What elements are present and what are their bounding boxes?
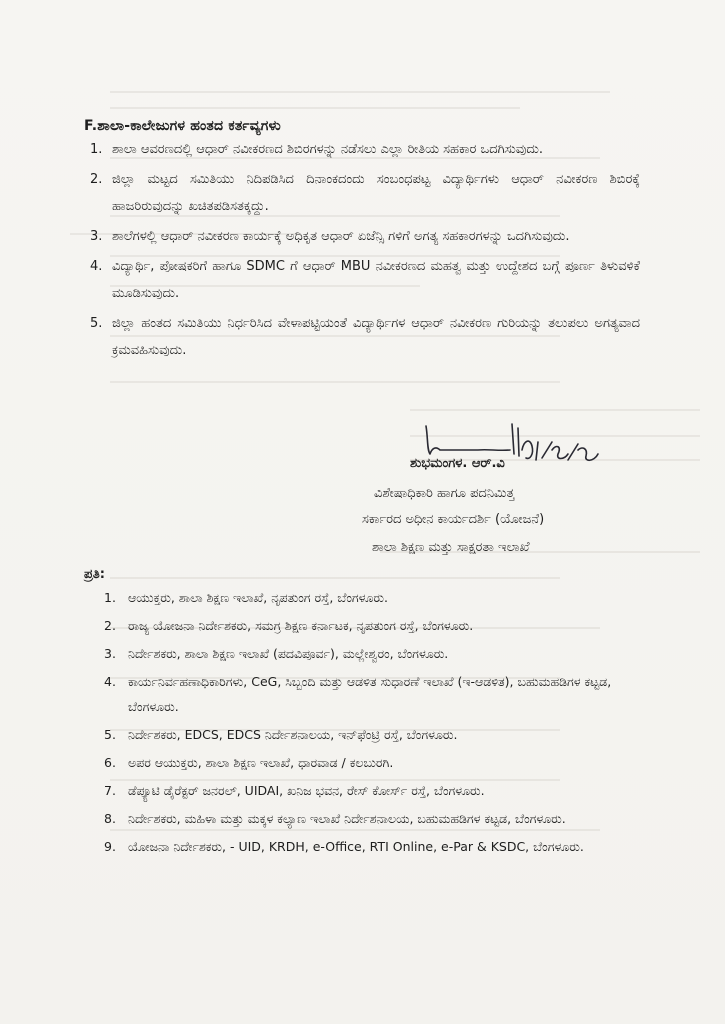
item-number: 5. <box>90 316 103 331</box>
list-item <box>90 136 640 163</box>
copy-to-title: ಪ್ರತಿ: <box>84 567 105 582</box>
list-item <box>104 834 638 859</box>
item-number: 5. <box>104 727 116 742</box>
item-number: 1. <box>90 142 103 157</box>
item-number: 2. <box>104 618 116 633</box>
item-text: ಕಾರ್ಯನಿರ್ವಹಣಾಧಿಕಾರಿಗಳು, CeG, ಸಿಬ್ಬಂದಿ ಮತ್ತು ಆಡಳಿತ ಸುಧಾರಣೆ ಇಲಾಖೆ (ಇ-ಆಡಳಿತ), ಬಹುಮಹಡಿಗಳ ಕಟ್ಟಡ, ಬೆಂಗಳೂರು. <box>128 674 612 714</box>
item-text: ನಿರ್ದೇಶಕರು, ಶಾಲಾ ಶಿಕ್ಷಣ ಇಲಾಖೆ (ಪದವಿಪೂರ್ವ), ಮಲ್ಲೇಶ್ವರಂ, ಬೆಂಗಳೂರು. <box>128 646 449 661</box>
list-item <box>104 778 638 803</box>
list-item <box>90 223 640 250</box>
item-text: ಜಿಲ್ಲಾ ಮಟ್ಟದ ಸಮಿತಿಯು ನಿದಿಪಡಿಸಿದ ದಿನಾಂಕದಂದು ಸಂಬಂಧಪಟ್ಟ ವಿದ್ಯಾರ್ಥಿಗಳು ಆಧಾರ್ ನವೀಕರಣ ಶಿಬಿರಕ್ಕೆ ಹಾಜರಿರುವುದನ್ನು ಖಚಿತಪಡಿಸತಕ್ಕದ್ದು. <box>112 172 640 214</box>
list-item <box>104 806 638 831</box>
signatory-designation-2: ಸರ್ಕಾರದ ಅಧೀನ ಕಾರ್ಯದರ್ಶಿ (ಯೋಜನೆ) <box>362 512 545 527</box>
list-item <box>90 253 640 307</box>
signatory-designation: ವಿಶೇಷಾಧಿಕಾರಿ ಹಾಗೂ ಪದನಿಮಿತ್ತ <box>374 486 515 501</box>
item-text: ಡೆಪ್ಯೂಟಿ ಡೈರೆಕ್ಟರ್ ಜನರಲ್, UIDAI, ಖನಿಜ ಭವನ, ರೇಸ್ ಕೋರ್ಸ್ ರಸ್ತೆ, ಬೆಂಗಳೂರು. <box>128 783 485 798</box>
signatory-name: ಶುಭಮಂಗಳ. ಆರ್.ವಿ <box>410 456 505 471</box>
item-number: 4. <box>90 259 103 274</box>
item-number: 1. <box>104 590 116 605</box>
item-number: 4. <box>104 674 116 689</box>
section-title: F.ಶಾಲಾ-ಕಾಲೇಜುಗಳ ಹಂತದ ಕರ್ತವ್ಯಗಳು <box>84 118 281 134</box>
item-number: 3. <box>90 229 103 244</box>
list-item <box>104 750 638 775</box>
item-text: ಶಾಲೆಗಳಲ್ಲಿ ಆಧಾರ್ ನವೀಕರಣ ಕಾರ್ಯಕ್ಕೆ ಅಧಿಕೃತ ಆಧಾರ್ ಏಜೆನ್ಸಿ ಗಳಿಗೆ ಅಗತ್ಯ ಸಹಕಾರಗಳನ್ನು ಒದಗಿಸುವುದು. <box>112 229 570 244</box>
item-number: 9. <box>104 839 116 854</box>
item-text: ಶಾಲಾ ಆವರಣದಲ್ಲಿ ಆಧಾರ್ ನವೀಕರಣದ ಶಿಬಿರಗಳನ್ನು ನಡೆಸಲು ಎಲ್ಲಾ ರೀತಿಯ ಸಹಕಾರ ಒದಗಿಸುವುದು. <box>112 142 544 157</box>
item-text: ನಿರ್ದೇಶಕರು, ಮಹಿಳಾ ಮತ್ತು ಮಕ್ಕಳ ಕಲ್ಯಾಣ ಇಲಾಖೆ ನಿರ್ದೇಶನಾಲಯ, ಬಹುಮಹಡಿಗಳ ಕಟ್ಟಡ, ಬೆಂಗಳೂರು. <box>128 811 566 826</box>
item-text: ಆಯುಕ್ತರು, ಶಾಲಾ ಶಿಕ್ಷಣ ಇಲಾಖೆ, ನೃಪತುಂಗ ರಸ್ತೆ, ಬೆಂಗಳೂರು. <box>128 590 388 605</box>
list-item <box>90 166 640 220</box>
item-text: ರಾಜ್ಯ ಯೋಜನಾ ನಿರ್ದೇಶಕರು, ಸಮಗ್ರ ಶಿಕ್ಷಣ ಕರ್ನಾಟಕ, ನೃಪತುಂಗ ರಸ್ತೆ, ಬೆಂಗಳೂರು. <box>128 618 474 633</box>
item-text: ವಿದ್ಯಾರ್ಥಿ, ಪೋಷಕರಿಗೆ ಹಾಗೂ SDMC ಗೆ ಆಧಾರ್ MBU ನವೀಕರಣದ ಮಹತ್ವ ಮತ್ತು ಉದ್ದೇಶದ ಬಗ್ಗೆ ಪೂರ್ಣ ತಿಳುವಳಿಕೆ ಮೂಡಿಸುವುದು. <box>112 259 640 301</box>
item-number: 2. <box>90 172 103 187</box>
signatory-department: ಶಾಲಾ ಶಿಕ್ಷಣ ಮತ್ತು ಸಾಕ್ಷರತಾ ಇಲಾಖೆ <box>372 540 530 555</box>
copy-to-list <box>0 585 725 862</box>
duties-list <box>0 136 725 367</box>
item-number: 6. <box>104 755 116 770</box>
item-number: 8. <box>104 811 116 826</box>
item-text: ಯೋಜನಾ ನಿರ್ದೇಶಕರು, - UID, KRDH, e-Office, RTI Online, e-Par & KSDC, ಬೆಂಗಳೂರು. <box>128 839 584 854</box>
list-item <box>104 613 638 638</box>
item-number: 3. <box>104 646 116 661</box>
list-item <box>104 641 638 666</box>
item-text: ಜಿಲ್ಲಾ ಹಂತದ ಸಮಿತಿಯು ನಿರ್ಧರಿಸಿದ ವೇಳಾಪಟ್ಟಿಯಂತೆ ವಿದ್ಯಾರ್ಥಿಗಳ ಆಧಾರ್ ನವೀಕರಣ ಗುರಿಯನ್ನು ತಲುಪಲು ಅಗತ್ಯವಾದ ಕ್ರಮವಹಿಸುವುದು. <box>112 316 640 358</box>
item-text: ನಿರ್ದೇಶಕರು, EDCS, EDCS ನಿರ್ದೇಶನಾಲಯ, ಇನ್‌ಫೆಂಟ್ರಿ ರಸ್ತೆ, ಬೆಂಗಳೂರು. <box>128 727 458 742</box>
list-item <box>104 669 638 719</box>
list-item <box>104 585 638 610</box>
list-item <box>90 310 640 364</box>
list-item <box>104 722 638 747</box>
item-number: 7. <box>104 783 116 798</box>
item-text: ಅಪರ ಆಯುಕ್ತರು, ಶಾಲಾ ಶಿಕ್ಷಣ ಇಲಾಖೆ, ಧಾರವಾಡ / ಕಲಬುರಗಿ. <box>128 755 394 770</box>
